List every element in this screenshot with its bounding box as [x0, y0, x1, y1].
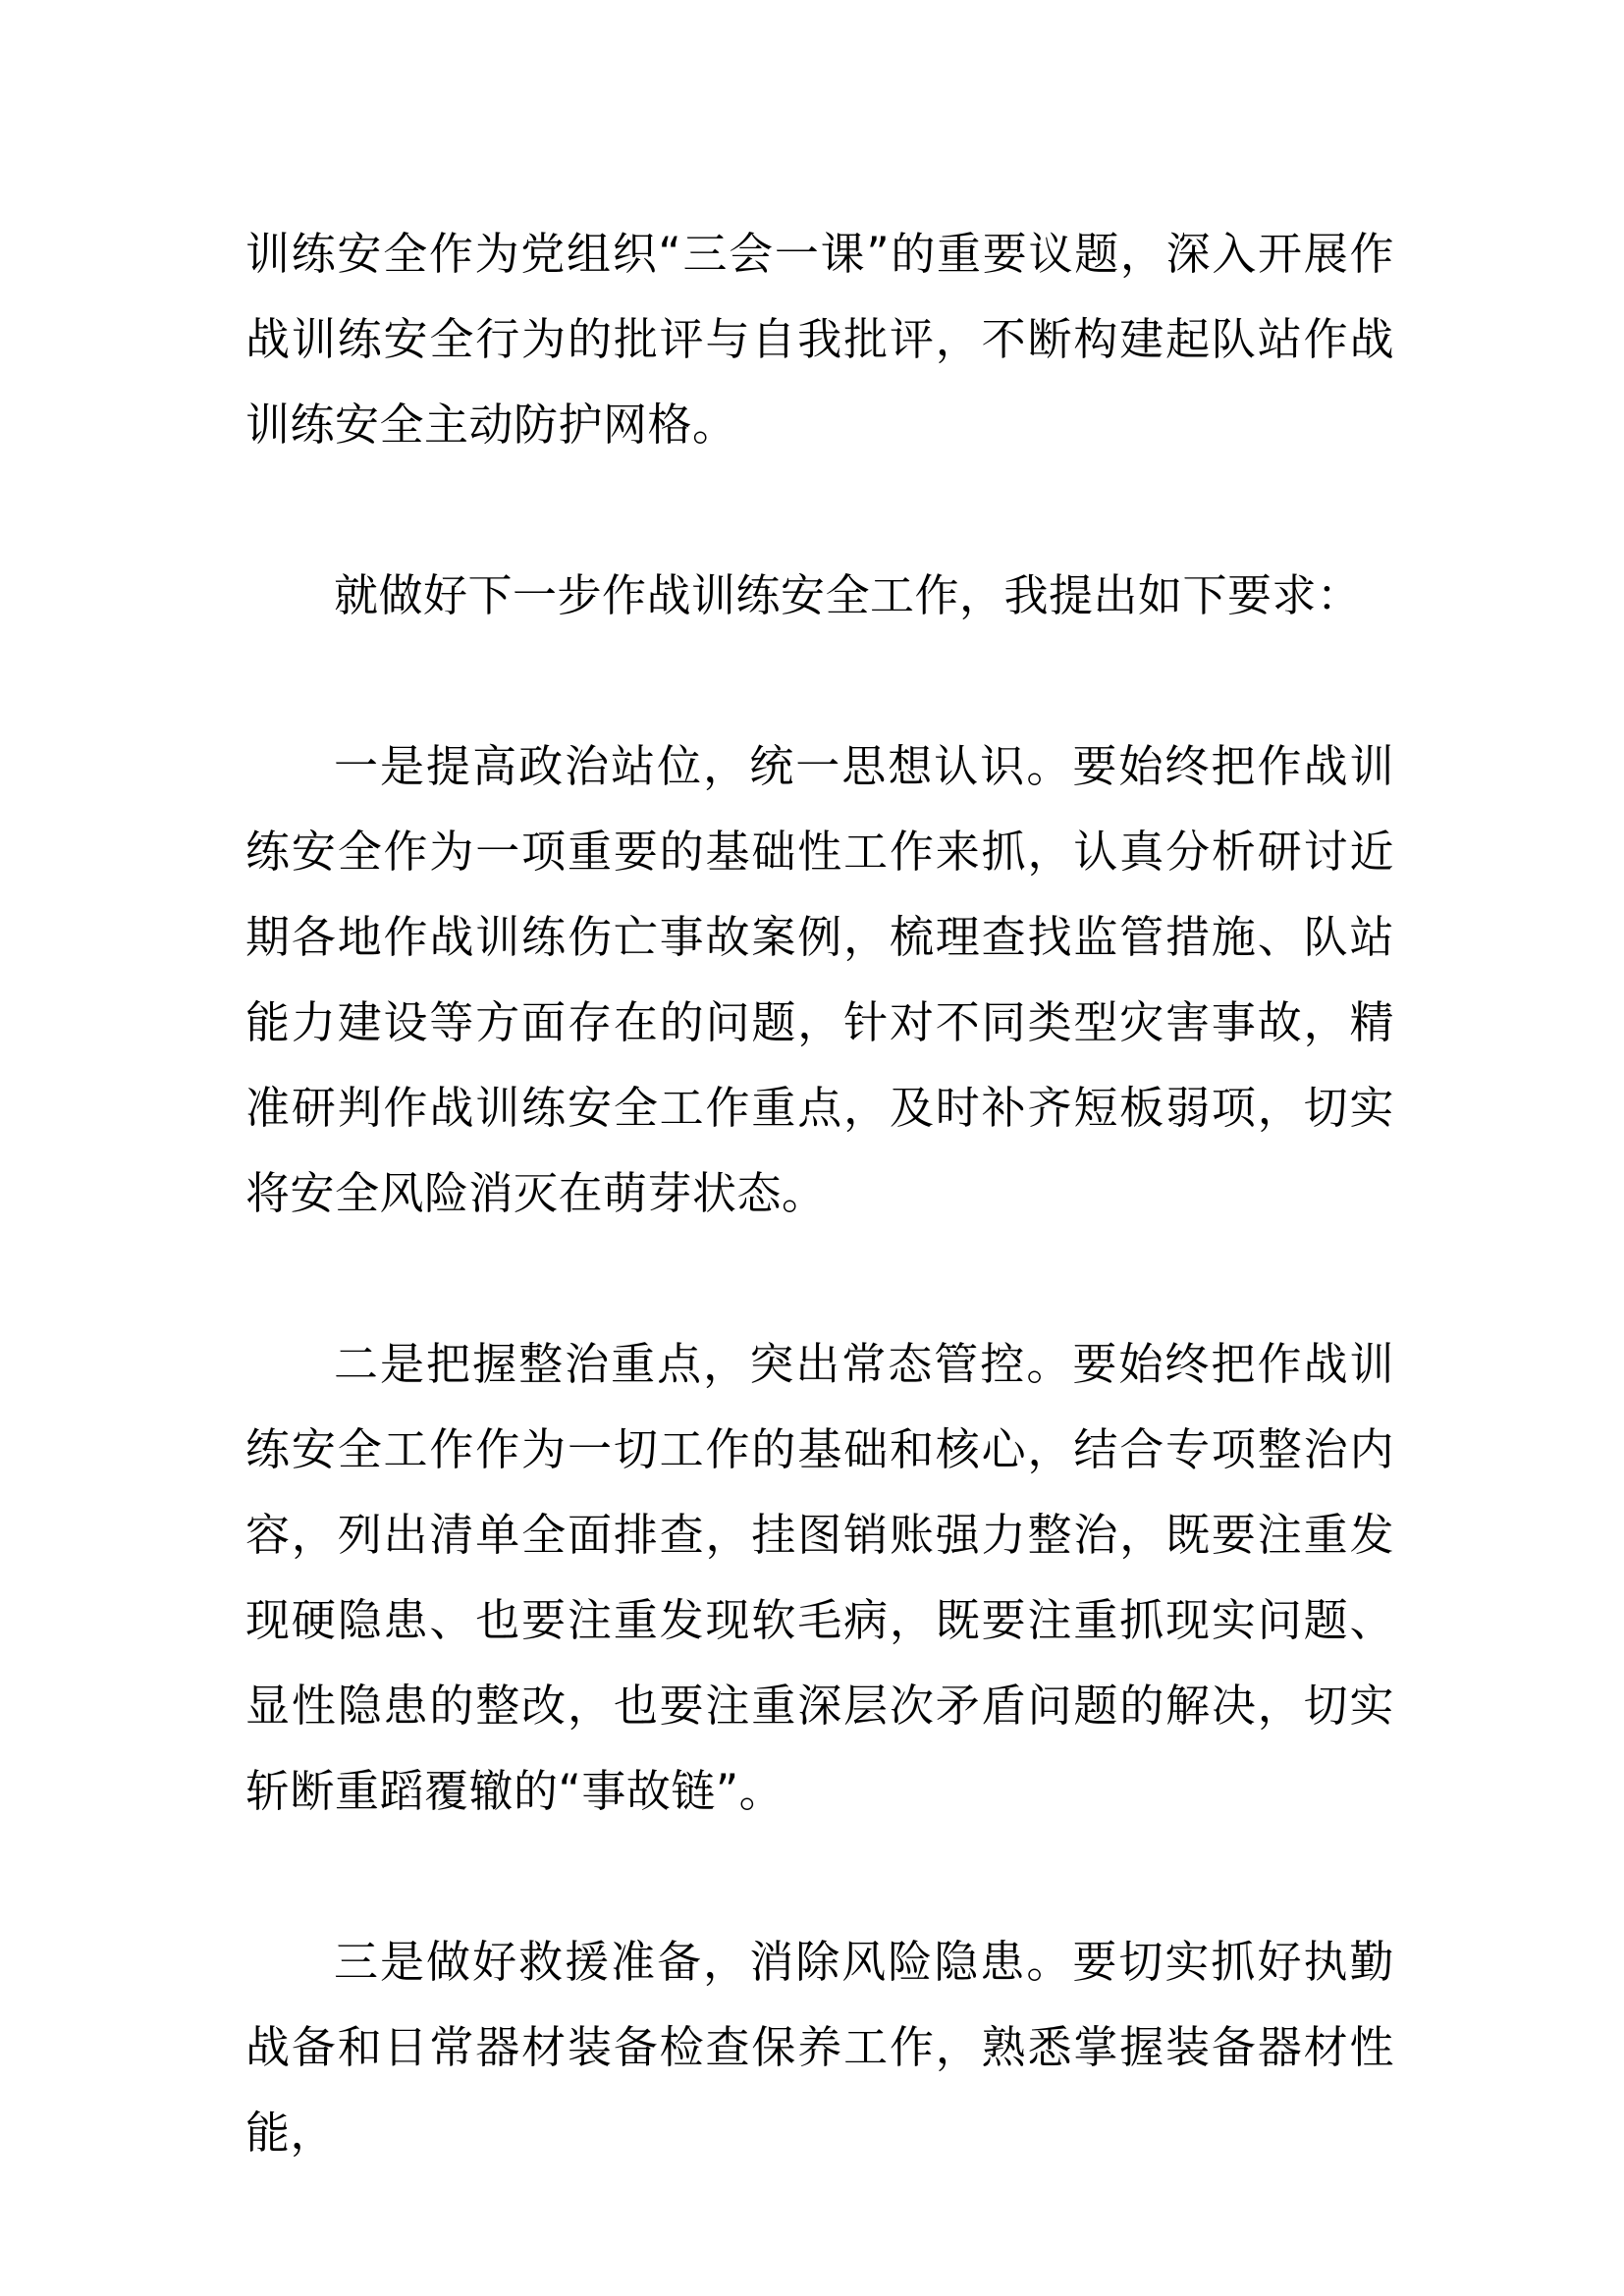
paragraph-point-one: 一是提高政治站位，统一思想认识。要始终把作战训练安全作为一项重要的基础性工作来抓，认真分析研讨近期各地作战训练伤亡事故案例，梳理查找监管措施、队站能力建设等方面存在的问题，针对不同类型灾害事故，精准研判作战训练安全工作重点，及时补齐短板弱项，切实将安全风险消灭在萌芽状态。 — [245, 740, 1394, 1219]
paragraph-spacer — [245, 467, 1394, 553]
paragraph-spacer — [245, 638, 1394, 723]
paragraph-spacer — [245, 1236, 1394, 1321]
paragraph-point-two: 二是把握整治重点，突出常态管控。要始终把作战训练安全工作作为一切工作的基础和核心，结合专项整治内容，列出清单全面排查，挂图销账强力整治，既要注重发现硬隐患、也要注重发现软毛病，既要注重抓现实问题、显性隐患的整改，也要注重深层次矛盾问题的解决，切实斩断重蹈覆辙的“事故链”。 — [245, 1338, 1394, 1817]
paragraph-continuation: 训练安全作为党组织“三会一课”的重要议题，深入开展作战训练安全行为的批评与自我批评，不断构建起队站作战训练安全主动防护网格。 — [245, 228, 1394, 451]
paragraph-spacer — [245, 1834, 1394, 1919]
document-body — [245, 211, 1394, 2175]
paragraph-requirements-intro: 就做好下一步作战训练安全工作，我提出如下要求： — [334, 569, 1362, 621]
paragraph-point-three: 三是做好救援准备，消除风险隐患。要切实抓好执勤战备和日常器材装备检查保养工作，熟悉掌握装备器材性能， — [245, 1936, 1394, 2159]
